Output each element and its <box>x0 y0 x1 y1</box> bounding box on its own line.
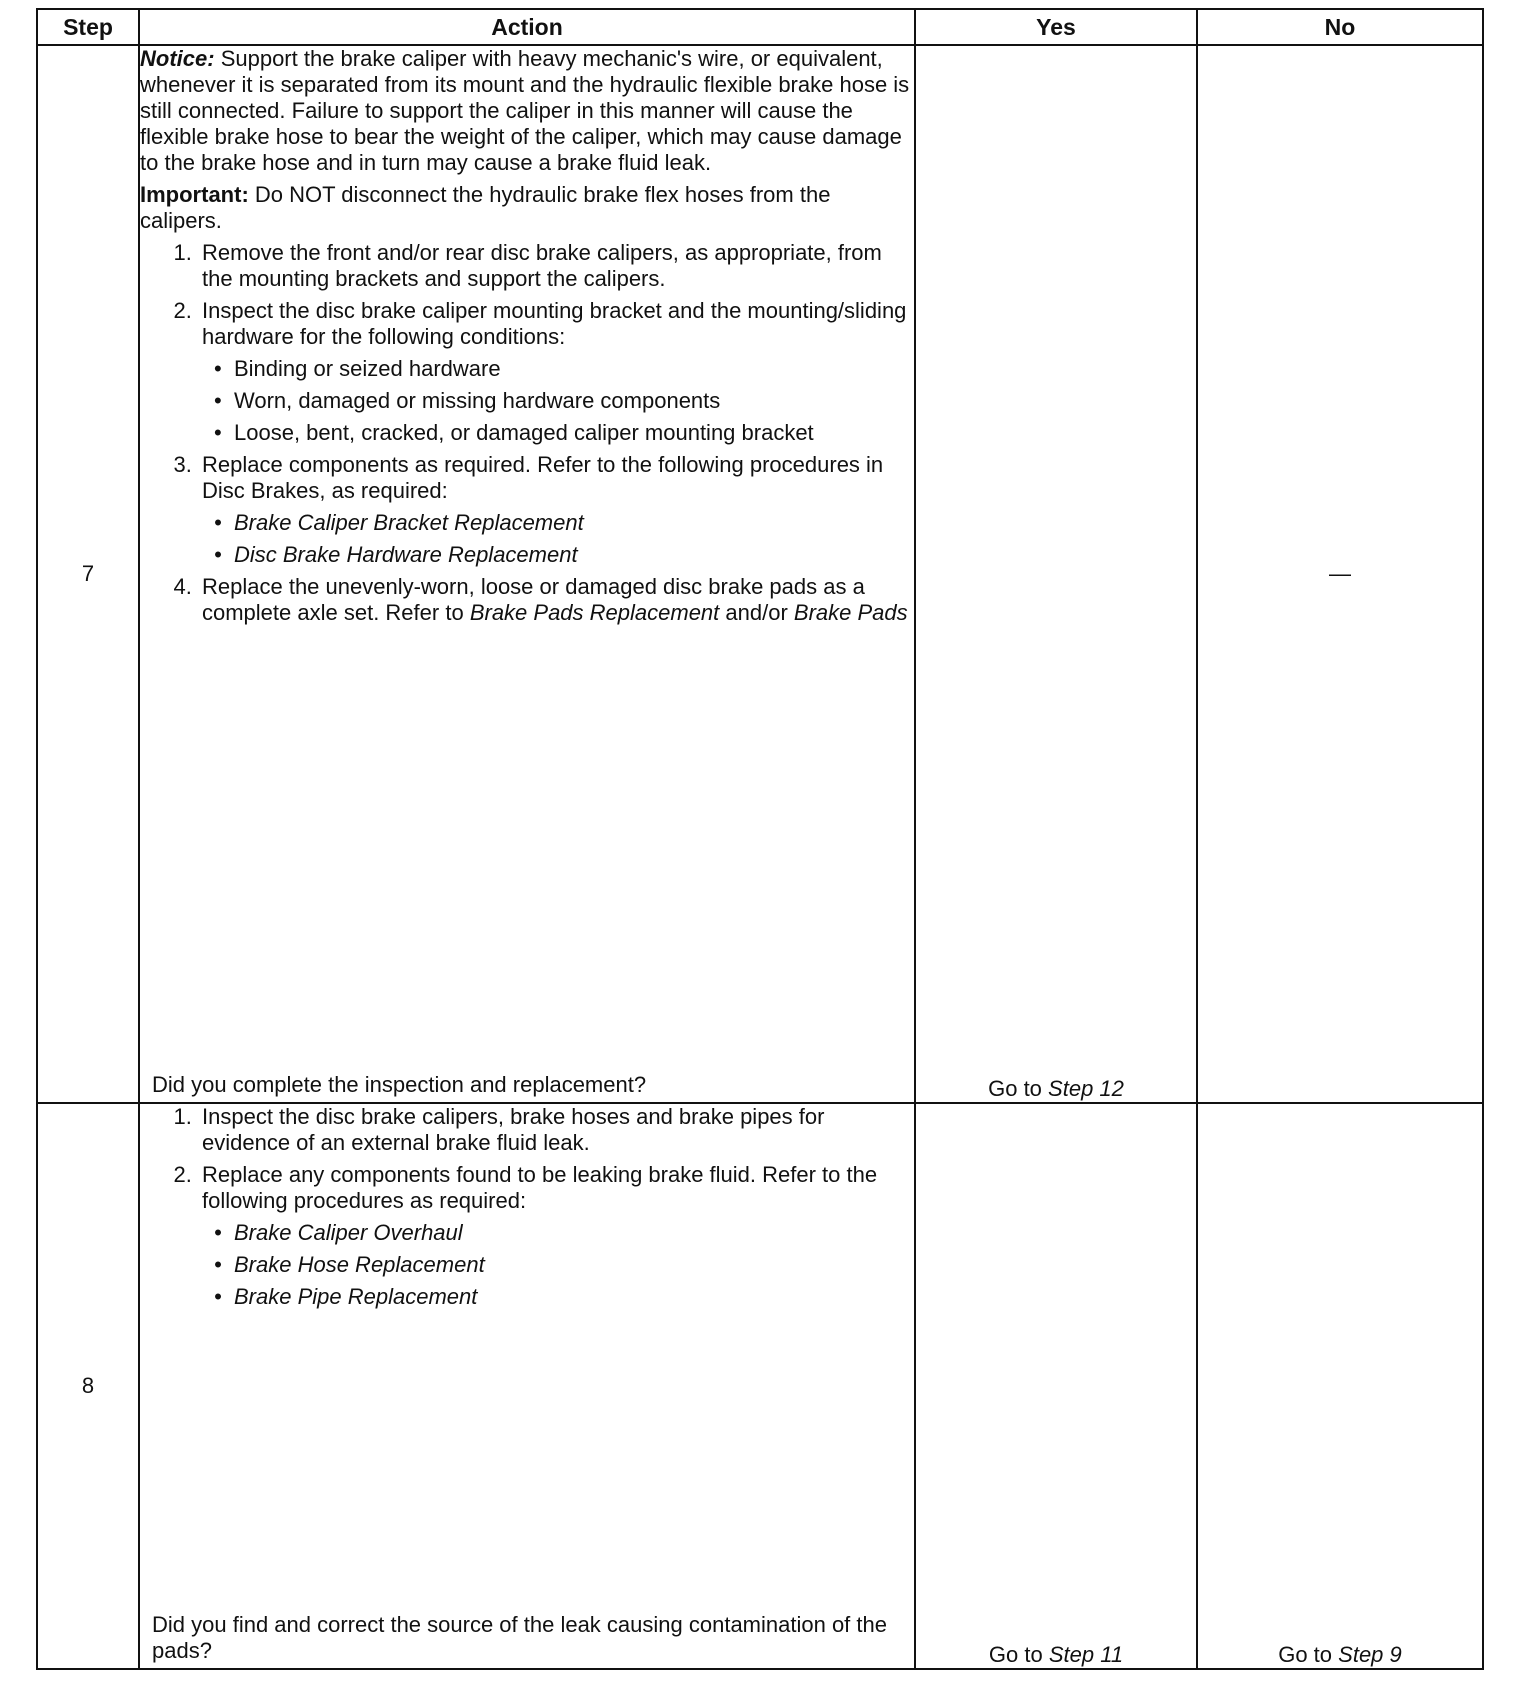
goto-step-link[interactable]: Step 12 <box>1048 1076 1124 1101</box>
header-row <box>37 9 1483 45</box>
question-text: Did you find and correct the source of the leak causing contamination of the pads? <box>152 1612 887 1663</box>
bullet-item: • Worn, damaged or missing hardware components <box>230 388 914 414</box>
procedure-ref-list <box>202 1220 914 1310</box>
item-text: Inspect the disc brake calipers, brake hoses and brake pipes for evidence of an external brake fluid leak. <box>202 1104 825 1155</box>
goto-prefix: Go to <box>1278 1642 1333 1667</box>
question-text: Did you complete the inspection and replacement? <box>152 1072 647 1097</box>
important-paragraph <box>140 182 914 234</box>
procedure-link[interactable]: • Brake Hose Replacement <box>230 1252 914 1278</box>
list-item <box>198 1104 914 1156</box>
list-item <box>198 1162 914 1310</box>
item-text: and/or <box>725 600 788 625</box>
important-text: Do NOT disconnect the hydraulic brake flex hoses from the calipers. <box>140 182 831 233</box>
header-no: No <box>1197 9 1483 45</box>
procedure-link[interactable]: Brake Pads <box>793 600 908 625</box>
bullet-item: • Binding or seized hardware <box>230 356 914 382</box>
procedure-link[interactable]: • Disc Brake Hardware Replacement <box>230 542 914 568</box>
goto-step-link[interactable]: Step 9 <box>1338 1642 1402 1667</box>
table-row-step-8 <box>37 1103 1483 1669</box>
item-text: Replace components as required. Refer to the following procedures in Disc Brakes, as required: <box>202 452 884 503</box>
header-yes: Yes <box>915 9 1197 45</box>
header-step: Step <box>37 9 139 45</box>
not-applicable-dash: — <box>1329 561 1351 586</box>
item-text: Inspect the disc brake caliper mounting bracket and the mounting/sliding hardware for the following conditions: <box>202 298 907 349</box>
header-action: Action <box>139 9 915 45</box>
no-cell <box>1197 1103 1483 1669</box>
condition-list <box>202 356 914 446</box>
list-item <box>198 574 914 626</box>
yes-cell <box>915 1103 1197 1669</box>
notice-label: Notice: <box>140 46 215 71</box>
goto-step-link[interactable]: Step 11 <box>1048 1642 1124 1667</box>
goto-prefix: Go to <box>988 1642 1043 1667</box>
procedure-link[interactable]: • Brake Pipe Replacement <box>230 1284 914 1310</box>
item-text: Replace the unevenly-worn, loose or damaged disc brake pads as a complete axle set. Refer to <box>202 574 865 625</box>
list-item <box>198 452 914 568</box>
list-item <box>198 298 914 446</box>
list-item <box>198 240 914 292</box>
yes-cell <box>915 45 1197 1103</box>
procedure-link[interactable]: • Brake Caliper Overhaul <box>230 1220 914 1246</box>
procedure-list <box>140 240 914 626</box>
step-number: 7 <box>37 45 139 1103</box>
procedure-link[interactable]: Brake Pads Replacement <box>469 600 720 625</box>
notice-paragraph <box>140 46 914 176</box>
important-label: Important: <box>140 182 249 207</box>
action-cell <box>139 1103 915 1669</box>
procedure-link[interactable]: • Brake Caliper Bracket Replacement <box>230 510 914 536</box>
action-cell <box>139 45 915 1103</box>
procedure-ref-list <box>202 510 914 568</box>
item-text: Remove the front and/or rear disc brake calipers, as appropriate, from the mounting brackets and support the calipers. <box>202 240 882 291</box>
bullet-item: • Loose, bent, cracked, or damaged caliper mounting bracket <box>230 420 914 446</box>
table-row-step-7 <box>37 45 1483 1103</box>
step-number: 8 <box>37 1103 139 1669</box>
procedure-list <box>140 1104 914 1310</box>
no-cell <box>1197 45 1483 1103</box>
diagnostic-table <box>36 8 1484 1670</box>
item-text: Replace any components found to be leaking brake fluid. Refer to the following procedures as required: <box>202 1162 878 1213</box>
goto-prefix: Go to <box>988 1076 1042 1101</box>
notice-text: Support the brake caliper with heavy mechanic's wire, or equivalent, whenever it is separated from its mount and the hydraulic flexible brake hose is still connected. Failure to support the caliper in this manner will cause the flexible brake hose to bear the weight of the caliper, which may cause damage to the brake hose and in turn may cause a brake fluid leak. <box>140 46 910 175</box>
